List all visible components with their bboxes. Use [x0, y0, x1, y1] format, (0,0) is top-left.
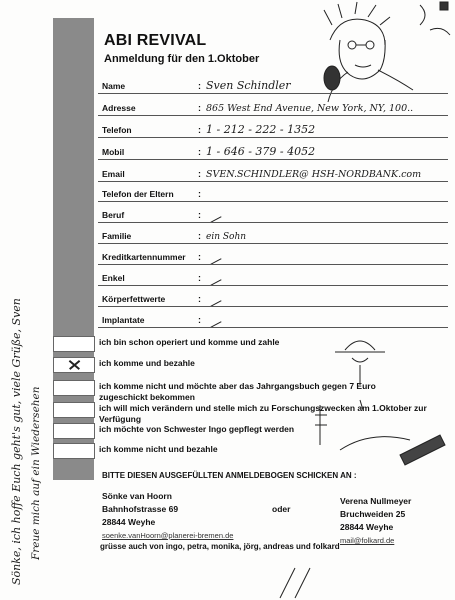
field-label: Email [102, 169, 125, 179]
option-label: ich komme nicht und möchte aber das Jahrgangsbuch gegen 7 Euro zugeschickt bekommen [99, 381, 376, 402]
field-colon: : [198, 189, 201, 199]
contact-name: Verena Nullmeyer [340, 496, 412, 506]
checkbox[interactable] [53, 423, 95, 439]
field-colon: : [198, 81, 201, 91]
form-subtitle: Anmeldung für den 1.Oktober [104, 53, 260, 65]
contact-name: Sönke van Hoorn [102, 491, 172, 501]
hat-doodle [330, 330, 390, 390]
checkbox[interactable] [53, 402, 95, 418]
field-mobil[interactable] [98, 141, 448, 160]
field-label: Telefon [102, 125, 132, 135]
field-value: 1 - 646 - 379 - 4052 [206, 145, 316, 158]
field-underline [98, 243, 448, 244]
checkbox[interactable] [53, 380, 95, 396]
contact-right [340, 495, 411, 547]
field-value: Sven Schindler [206, 79, 291, 92]
field-label: Familie [102, 231, 132, 241]
option-label: ich möchte von Schwester Ingo gepflegt werden [99, 424, 295, 434]
field-adresse[interactable] [98, 97, 448, 116]
field-label: Körperfettwerte [102, 294, 166, 304]
field-underline [98, 201, 448, 202]
field-label: Mobil [102, 147, 125, 157]
contact-left [102, 490, 233, 542]
field-colon: : [198, 169, 201, 179]
field-label: Telefon der Eltern [102, 189, 174, 199]
field-label: Enkel [102, 273, 125, 283]
margin-note-1: Sönke, ich hoffe Euch geht's gut, viele Grüße, Sven [10, 298, 23, 585]
field-value: ein Sohn [206, 232, 247, 242]
field-colon: : [198, 103, 201, 113]
field-telefon-eltern[interactable] [98, 183, 448, 202]
checkbox[interactable] [53, 443, 95, 459]
field-email[interactable] [98, 163, 448, 182]
field-underline [98, 159, 448, 160]
field-value: SVEN.SCHINDLER@ HSH-NORDBANK.com [206, 169, 422, 180]
field-implantate[interactable] [98, 309, 448, 328]
field-colon: : [198, 125, 201, 135]
or-label: oder [272, 504, 291, 514]
field-colon: : [198, 252, 201, 262]
form-title: ABI REVIVAL [104, 32, 207, 49]
field-underline [98, 137, 448, 138]
field-underline [98, 115, 448, 116]
field-label: Implantate [102, 315, 145, 325]
field-underline [98, 93, 448, 94]
field-name[interactable] [98, 75, 448, 94]
field-label: Name [102, 81, 126, 91]
field-colon: : [198, 315, 201, 325]
field-underline [98, 181, 448, 182]
contact-street: Bruchweiden 25 [340, 509, 406, 519]
field-colon: : [198, 273, 201, 283]
option-label: ich komme und bezahle [99, 358, 195, 368]
field-underline [98, 327, 448, 328]
field-underline [98, 264, 448, 265]
field-value: 865 West End Avenue, New York, NY, 100.. [206, 103, 414, 114]
field-label: Beruf [102, 210, 125, 220]
option-label: ich komme nicht und bezahle [99, 444, 218, 454]
field-colon: : [198, 147, 201, 157]
option-label: ich will mich verändern und stelle mich zu Forschungszwecken am 1.Oktober zur Verfügung [99, 403, 427, 424]
scribble-marks [270, 560, 330, 600]
field-underline [98, 306, 448, 307]
field-beruf[interactable] [98, 204, 448, 223]
field-colon: : [198, 231, 201, 241]
contact-email-link[interactable]: soenke.vanHoorn@planerei-bremen.de [102, 531, 234, 540]
checkbox[interactable] [53, 336, 95, 352]
field-familie[interactable] [98, 225, 448, 244]
send-notice: BITTE DIESEN AUSGEFÜLLTEN ANMELDEBOGEN SCHICKEN AN : [102, 471, 357, 480]
field-colon: : [198, 210, 201, 220]
greeting-line: grüsse auch von ingo, petra, monika, jörg, andreas und folkard [100, 542, 340, 551]
contact-email-link[interactable]: mail@folkard.de [340, 536, 395, 545]
field-koerperfett[interactable] [98, 288, 448, 307]
field-label: Kreditkartennummer [102, 252, 186, 262]
field-telefon[interactable] [98, 119, 448, 138]
field-underline [98, 222, 448, 223]
field-label: Adresse [102, 103, 136, 113]
checkbox-checked[interactable] [53, 357, 95, 373]
field-enkel[interactable] [98, 267, 448, 286]
field-underline [98, 285, 448, 286]
margin-note-2: Freue mich auf ein Wiedersehen [30, 386, 42, 560]
field-colon: : [198, 294, 201, 304]
contact-city: 28844 Weyhe [102, 517, 156, 527]
option-label: ich bin schon operiert und komme und zahle [99, 337, 280, 347]
contact-city: 28844 Weyhe [340, 522, 394, 532]
contact-street: Bahnhofstrasse 69 [102, 504, 179, 514]
field-kreditkarte[interactable] [98, 246, 448, 265]
field-value: 1 - 212 - 222 - 1352 [206, 123, 316, 136]
